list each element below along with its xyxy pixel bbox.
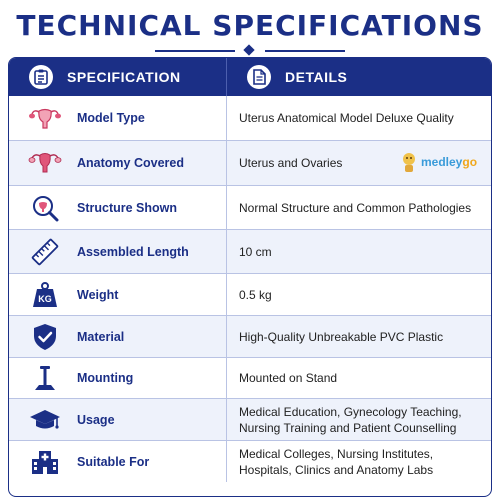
header-details xyxy=(227,58,491,96)
detail-text: Uterus Anatomical Model Deluxe Quality xyxy=(239,111,454,125)
diamond-ornament xyxy=(243,44,254,55)
spec-label: Model Type xyxy=(77,111,145,125)
spec-label: Anatomy Covered xyxy=(77,156,184,170)
spec-label: Material xyxy=(77,329,125,344)
table-row xyxy=(9,440,491,482)
brand-logo xyxy=(399,149,479,175)
uterus-icon xyxy=(27,103,63,133)
table-row xyxy=(9,357,491,398)
detail-text: High-Quality Unbreakable PVC Plastic xyxy=(239,329,444,344)
detail-text: Medical Education, Gynecology Teaching, xyxy=(239,404,462,419)
clipboard-icon xyxy=(29,65,53,89)
kg-weight-icon xyxy=(27,280,63,310)
shield-check-icon xyxy=(27,322,63,352)
magnifier-uterus-icon xyxy=(27,193,63,223)
graduation-cap-icon xyxy=(27,405,63,435)
detail-text: Nursing Training and Patient Counselling xyxy=(239,420,457,435)
page-title: TECHNICAL SPECIFICATIONS xyxy=(16,9,484,42)
spec-label: Structure Shown xyxy=(77,200,178,215)
header-specification-label: SPECIFICATION xyxy=(67,69,181,85)
title-divider xyxy=(155,46,345,56)
table-row xyxy=(9,398,491,440)
spec-label: Mounting xyxy=(77,371,134,385)
detail-text: 10 cm xyxy=(239,244,272,259)
table-row xyxy=(9,273,491,315)
spec-label: Weight xyxy=(77,287,119,302)
document-icon xyxy=(247,65,271,89)
detail-text: Normal Structure and Common Pathologies xyxy=(239,200,472,215)
detail-text: Uterus and Ovaries xyxy=(239,156,343,170)
table-row xyxy=(9,185,491,229)
kg-label: KG xyxy=(38,293,52,304)
table-row xyxy=(9,96,491,140)
header-specification xyxy=(9,58,227,96)
spec-table xyxy=(8,57,492,497)
logo-mascot-icon xyxy=(399,151,419,173)
spec-label: Usage xyxy=(77,412,115,427)
table-row xyxy=(9,315,491,357)
header-details-label: DETAILS xyxy=(285,69,348,85)
hospital-icon xyxy=(27,447,63,477)
title-block xyxy=(0,6,500,56)
detail-text: Medical Colleges, Nursing Institutes, xyxy=(239,446,434,461)
uterus-ovaries-icon xyxy=(27,148,63,178)
table-header xyxy=(9,58,491,96)
detail-text: Hospitals, Clinics and Anatomy Labs xyxy=(239,462,434,477)
stand-icon xyxy=(27,363,63,393)
detail-text: 0.5 kg xyxy=(239,287,272,302)
table-row xyxy=(9,229,491,273)
spec-label: Assembled Length xyxy=(77,244,189,259)
spec-label: Suitable For xyxy=(77,454,150,469)
detail-text: Mounted on Stand xyxy=(239,371,338,385)
logo-text: medleygo xyxy=(421,155,478,169)
ruler-icon xyxy=(27,237,63,267)
